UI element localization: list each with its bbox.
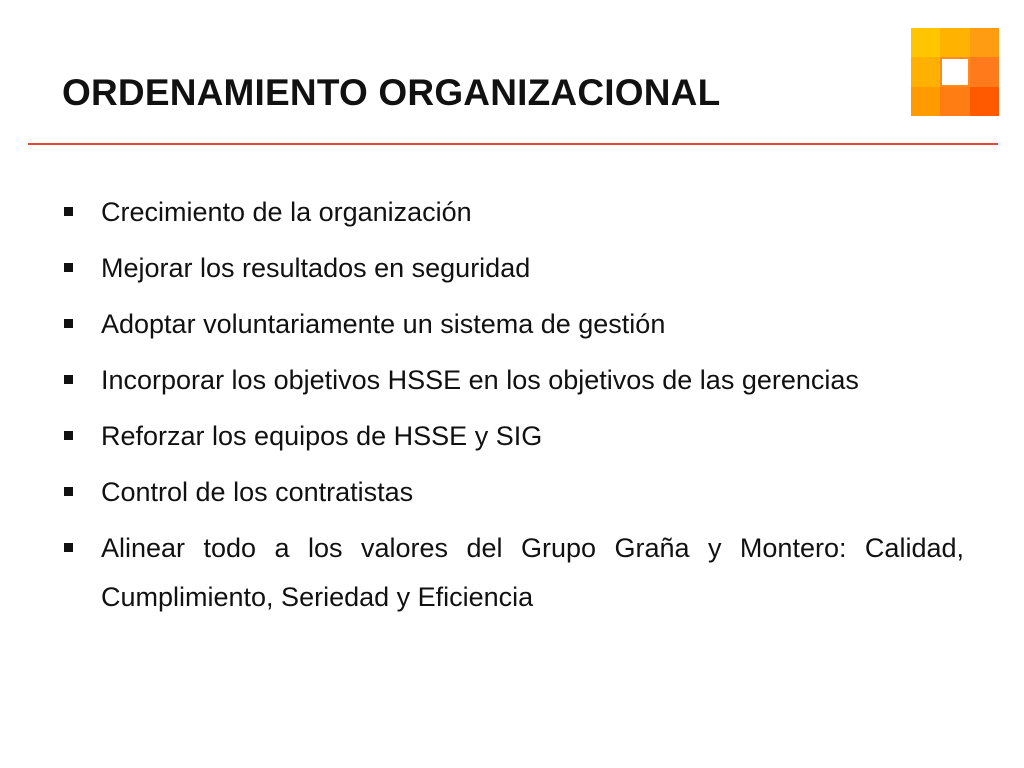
list-item-text: Adoptar voluntariamente un sistema de gestión — [101, 309, 666, 339]
list-item — [62, 412, 964, 461]
logo-tile — [911, 87, 940, 116]
page-title: ORDENAMIENTO ORGANIZACIONAL — [62, 72, 721, 113]
list-item-text: Mejorar los resultados en seguridad — [101, 253, 531, 283]
logo-tile — [911, 28, 940, 57]
logo-tile — [970, 87, 999, 116]
list-item-text: Incorporar los objetivos HSSE en los objetivos de las gerencias — [101, 365, 859, 395]
list-item-text: Reforzar los equipos de HSSE y SIG — [101, 421, 543, 451]
square-bullet-icon — [64, 319, 73, 328]
square-bullet-icon — [64, 207, 73, 216]
logo — [911, 28, 999, 116]
square-bullet-icon — [64, 487, 73, 496]
logo-center-square — [942, 59, 968, 85]
list-item — [62, 188, 964, 237]
square-bullet-icon — [64, 431, 73, 440]
list-item-text: Alinear todo a los valores del Grupo Graña y Montero: Calidad, Cumplimiento, Seriedad y Eficiencia — [101, 533, 964, 612]
bullet-list — [62, 188, 964, 629]
logo-center-tile — [940, 57, 969, 86]
list-item — [62, 468, 964, 517]
list-item — [62, 244, 964, 293]
logo-tile — [911, 57, 940, 86]
list-item — [62, 356, 964, 405]
logo-tile — [940, 28, 969, 57]
list-item-text: Crecimiento de la organización — [101, 197, 472, 227]
list-item — [62, 300, 964, 349]
square-bullet-icon — [64, 375, 73, 384]
list-item-text: Control de los contratistas — [101, 477, 414, 507]
title-divider — [28, 143, 998, 145]
logo-tile — [970, 28, 999, 57]
logo-tile — [940, 87, 969, 116]
logo-tile — [970, 57, 999, 86]
list-item — [62, 524, 964, 622]
square-bullet-icon — [64, 543, 73, 552]
square-bullet-icon — [64, 263, 73, 272]
